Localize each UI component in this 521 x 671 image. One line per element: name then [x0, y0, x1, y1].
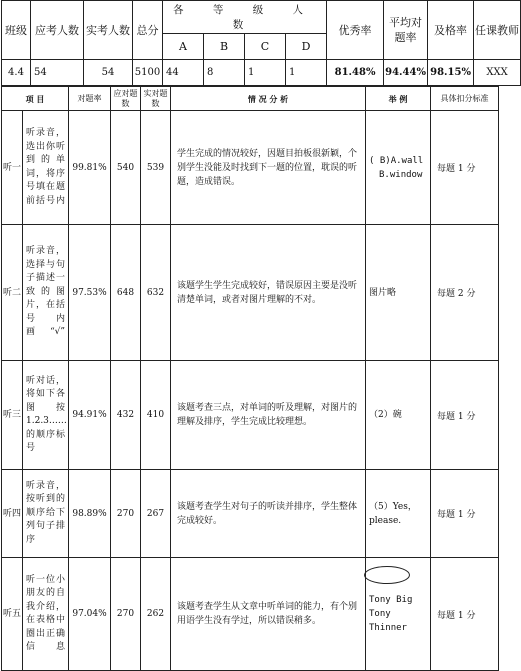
value-class: 4.4: [2, 60, 31, 86]
value-grade-d: 1: [286, 60, 327, 86]
actual-correct: 632: [141, 225, 171, 361]
item-name: 听四: [2, 470, 23, 558]
item-description: 听录音，选择与句子描述一致的图片，在括号内画“√”: [23, 225, 69, 361]
should-correct: 432: [111, 361, 141, 470]
item-name: 听一: [2, 111, 23, 225]
header-grade-group: 各 等 级 人 数: [163, 1, 327, 34]
analysis-text: 该题考查三点，对单词的听及理解，对图片的理解及排序，学生完成比较理想。: [171, 361, 366, 470]
example-cell: [366, 361, 431, 470]
example-line: 图片略: [369, 287, 397, 298]
should-correct: 540: [111, 111, 141, 225]
value-teacher: XXX: [474, 60, 521, 86]
header-analysis: 情 况 分 析: [171, 87, 366, 111]
correct-rate: 99.81%: [69, 111, 111, 225]
header-deduction: 具体扣分标准: [431, 87, 499, 111]
correct-rate: 94.91%: [69, 361, 111, 470]
table-row: [2, 558, 499, 671]
deduction-standard: 每题 1 分: [431, 558, 499, 671]
header-example: 举 例: [366, 87, 431, 111]
value-avg-correct: 94.44%: [384, 60, 428, 86]
example-cell: [366, 470, 431, 558]
header-grade-c: C: [245, 34, 286, 60]
header-should-correct: 应对题数: [111, 87, 141, 111]
item-name: 听二: [2, 225, 23, 361]
table-row: [2, 470, 499, 558]
value-grade-c: 1: [245, 60, 286, 86]
header-grade-b: B: [204, 34, 245, 60]
deduction-standard: 每题 1 分: [431, 470, 499, 558]
item-description: 听对话，将如下各图按1.2.3……的顺序标号: [23, 361, 69, 470]
header-grade-d: D: [286, 34, 327, 60]
example-line: ( B)A.wall: [369, 155, 424, 166]
example-cell: [366, 225, 431, 361]
value-actual: 54: [84, 60, 133, 86]
item-name: 听三: [2, 361, 23, 470]
header-teacher: 任课教师: [474, 1, 521, 60]
analysis-text: 该题考查学生对句子的听读并排序，学生整体完成较好。: [171, 470, 366, 558]
header-item: 项 目: [2, 87, 69, 111]
header-total: 总分: [133, 1, 163, 60]
item-description: 听录音，按听到的顺序给下列句子排序: [23, 470, 69, 558]
should-correct: 270: [111, 470, 141, 558]
analysis-text: 该题学生学生完成较好，错误原因主要是没听清楚单词，或者对图片理解的不对。: [171, 225, 366, 361]
analysis-text: 学生完成的情况较好，因题目拍板很新颖，个别学生没能及时找到下一题的位置，耽误的听题，造成错误。: [171, 111, 366, 225]
actual-correct: 539: [141, 111, 171, 225]
correct-rate: 97.04%: [69, 558, 111, 671]
value-expected: 54: [31, 60, 84, 86]
should-correct: 270: [111, 558, 141, 671]
example-line: Tony Big: [369, 595, 413, 605]
detail-header-row: [2, 87, 499, 111]
header-avg-correct: 平均对题率: [384, 1, 428, 60]
header-actual-correct: 实对题数: [141, 87, 171, 111]
deduction-standard: 每题 2 分: [431, 225, 499, 361]
deduction-standard: 每题 1 分: [431, 361, 499, 470]
summary-table: [1, 0, 521, 86]
header-correct-rate: 对题率: [69, 87, 111, 111]
correct-rate: 97.53%: [69, 225, 111, 361]
header-expected: 应考人数: [31, 1, 84, 60]
table-row: [2, 225, 499, 361]
actual-correct: 267: [141, 470, 171, 558]
example-line: （2）碗: [369, 410, 402, 420]
example-line: B.window: [379, 169, 423, 180]
actual-correct: 262: [141, 558, 171, 671]
deduction-standard: 每题 1 分: [431, 111, 499, 225]
item-description: 听录音，选出你听到的单词，将序号填在题前括号内: [23, 111, 69, 225]
actual-correct: 410: [141, 361, 171, 470]
value-pass-rate: 98.15%: [428, 60, 474, 86]
example-line: Tony Thinner: [369, 609, 407, 633]
header-actual: 实考人数: [84, 1, 133, 60]
header-class: 班级: [2, 1, 31, 60]
header-pass-rate: 及格率: [428, 1, 474, 60]
example-line: （5）Yes，: [369, 501, 417, 512]
table-row: [2, 111, 499, 225]
hand-drawn-circle: [364, 566, 410, 584]
detail-table: [1, 86, 499, 671]
example-cell: [366, 111, 431, 225]
item-description: 听一位小朋友的自我介绍，在表格中圈出正确信息: [23, 558, 69, 671]
example-line: please.: [369, 515, 402, 526]
analysis-text: 该题考查学生从文章中听单词的能力，有个别用语学生没有学过，所以错误稍多。: [171, 558, 366, 671]
should-correct: 648: [111, 225, 141, 361]
value-grade-b: 8: [204, 60, 245, 86]
value-grade-a: 44: [163, 60, 204, 86]
value-excellent-rate: 81.48%: [327, 60, 384, 86]
value-total: 5100: [133, 60, 163, 86]
item-name: 听五: [2, 558, 23, 671]
header-grade-a: A: [163, 34, 204, 60]
table-row: [2, 361, 499, 470]
correct-rate: 98.89%: [69, 470, 111, 558]
header-excellent-rate: 优秀率: [327, 1, 384, 60]
